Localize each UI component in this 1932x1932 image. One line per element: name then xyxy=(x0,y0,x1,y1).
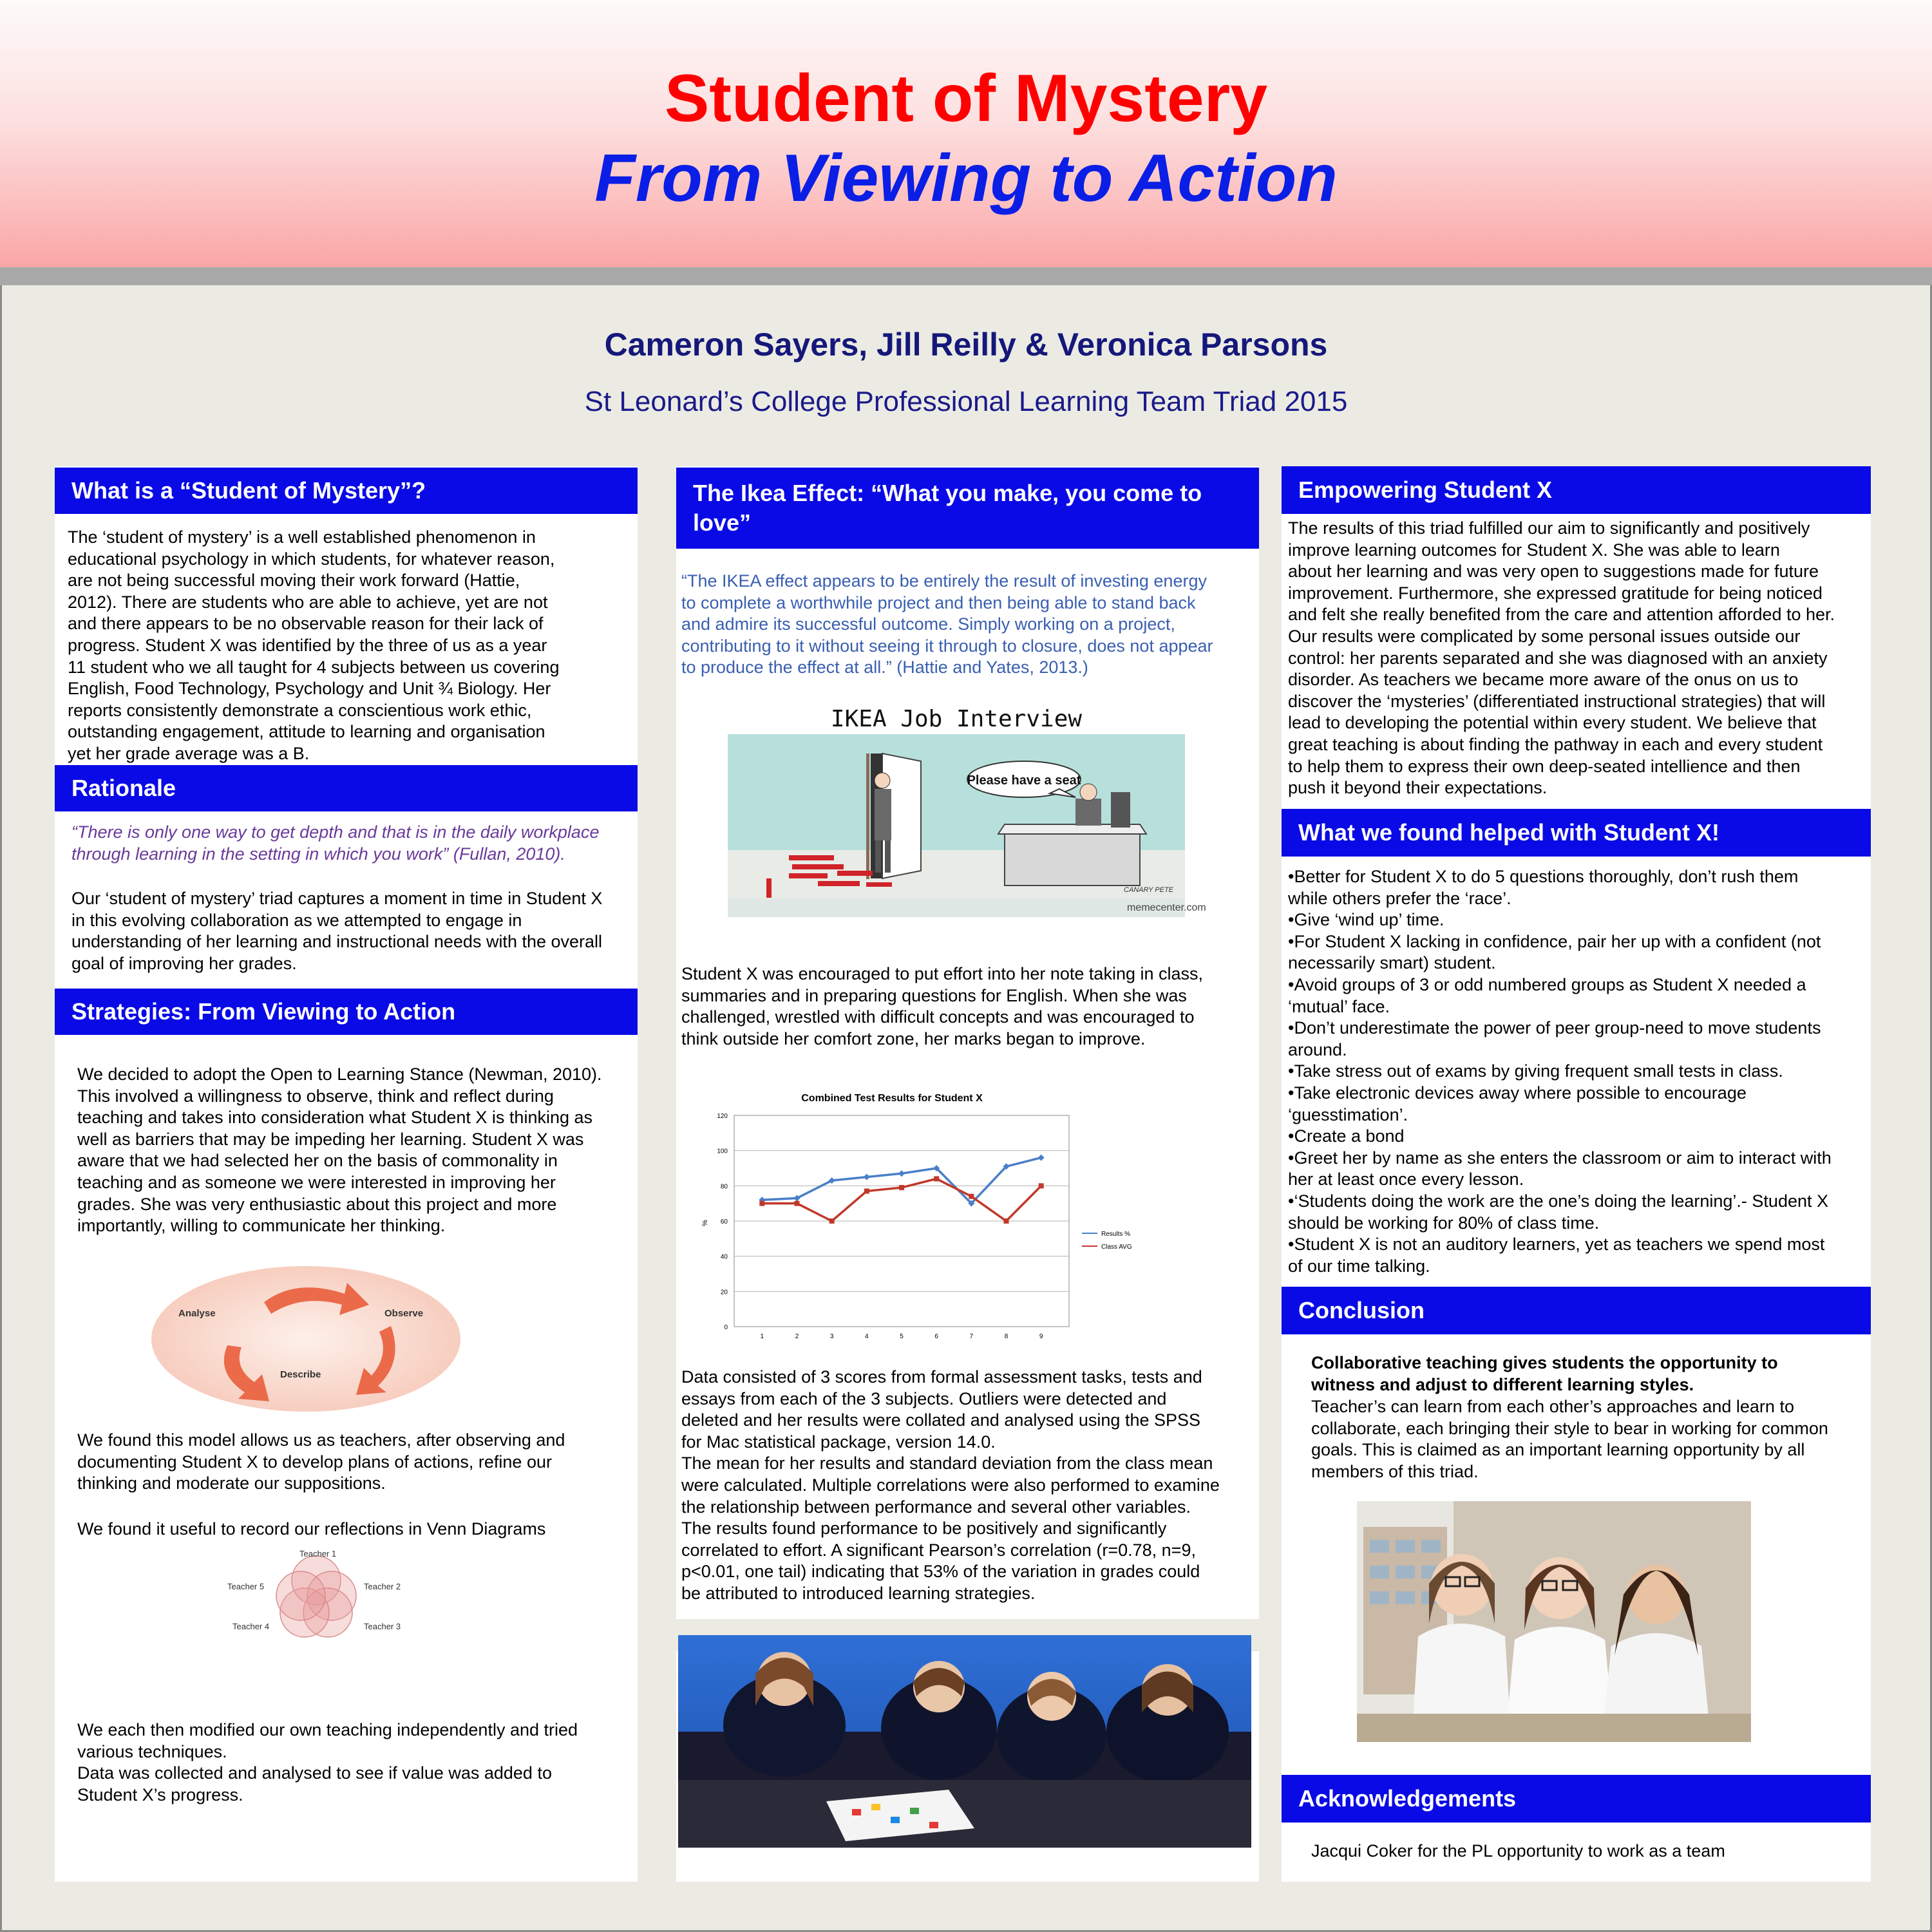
venn-label-teacher-2: Teacher 2 xyxy=(364,1582,401,1591)
list-item: her at least once every lesson. xyxy=(1288,1170,1524,1189)
interview-desk xyxy=(1005,834,1140,886)
text-line: We each then modified our own teaching independently and tried xyxy=(77,1720,578,1739)
text-line: understanding of her learning and instructional needs with the overall xyxy=(71,932,603,952)
chart-point xyxy=(1039,1183,1044,1188)
section-header-strategies: Strategies: From Viewing to Action xyxy=(55,989,638,1035)
list-item: •‘Students doing the work are the one’s doing the learning’.- Student X xyxy=(1288,1191,1829,1211)
text-line: push it beyond their expectations. xyxy=(1288,778,1548,798)
text-line: contributing to it without seeing it through to closure, does not appear xyxy=(681,636,1213,656)
students-lab-photo xyxy=(1357,1501,1751,1742)
interviewer-body xyxy=(1075,799,1101,826)
candidate-body xyxy=(875,789,891,840)
text-line: English, Food Technology, Psychology and Unit ¾ Biology. Her xyxy=(68,679,551,699)
chart-point xyxy=(759,1201,764,1206)
strategies-model-text xyxy=(77,1430,565,1495)
list-item: •Take electronic devices away where possible to encourage xyxy=(1288,1083,1747,1103)
column-right xyxy=(1282,466,1871,1882)
affiliation: St Leonard’s College Professional Learning Team Triad 2015 xyxy=(584,386,1348,417)
text-line: reports consistently demonstrate a conscientious work ethic, xyxy=(68,700,532,720)
text-line: Data consisted of 3 scores from formal assessment tasks, tests and xyxy=(681,1367,1202,1387)
chart-x-tick-label: 1 xyxy=(760,1333,764,1340)
text-line: to produce the effect at all.” (Hattie and Yates, 2013.) xyxy=(681,658,1088,677)
chart-x-tick-label: 3 xyxy=(829,1333,834,1340)
text-line: lead to developing the potential within every student. We believe that xyxy=(1288,713,1817,733)
list-item: of our time talking. xyxy=(1288,1256,1430,1276)
list-item: should be working for 80% of class time. xyxy=(1288,1213,1600,1233)
text-line: improvement. Furthermore, she expressed gratitude for being noticed xyxy=(1288,583,1823,603)
acknowledgements-text: Jacqui Coker for the PL opportunity to work as a team xyxy=(1311,1841,1725,1861)
chart-x-tick-label: 8 xyxy=(1004,1333,1009,1340)
chart-x-tick-label: 4 xyxy=(865,1333,869,1340)
text-line: 11 student who we all taught for 4 subjects between us covering xyxy=(68,657,560,677)
cartoon-title: IKEA Job Interview xyxy=(830,706,1083,732)
text-line: “There is only one way to get depth and that is in the daily workplace xyxy=(71,822,600,842)
text-line: control: her parents separated and she was diagnosed with an anxiety xyxy=(1288,648,1828,668)
text-line: The results found performance to be positively and significantly xyxy=(681,1519,1167,1539)
students-classroom-photo xyxy=(678,1635,1251,1848)
ikea-body-text xyxy=(681,963,1203,1050)
text-line: and admire its successful outcome. Simply working on a project, xyxy=(681,614,1175,634)
list-item: •Don’t underestimate the power of peer group-need to move students xyxy=(1288,1018,1821,1038)
list-item: •Avoid groups of 3 or odd numbered groups as Student X needed a xyxy=(1288,974,1806,994)
text-line: outstanding engagement, attitude to learning and organisation xyxy=(68,722,545,742)
list-item: ‘mutual’ face. xyxy=(1288,996,1390,1016)
list-item: necessarily smart) student. xyxy=(1288,953,1496,973)
text-line: the relationship between performance and several other variables. xyxy=(681,1497,1191,1517)
chart-point xyxy=(1004,1218,1009,1224)
banner-divider xyxy=(0,267,1932,285)
candidate-leg xyxy=(875,840,881,873)
chart-y-tick-label: 80 xyxy=(720,1183,728,1191)
authors: Cameron Sayers, Jill Reilly & Veronica Parsons xyxy=(604,327,1328,363)
section-body-strategies xyxy=(77,1064,602,1237)
column-middle xyxy=(676,466,1259,1882)
text-line: improve learning outcomes for Student X. She was able to learn xyxy=(1288,540,1780,560)
text-line: in this evolving collaboration as we attempted to engage in xyxy=(71,910,522,930)
text-line: through learning in the setting in which you work” (Fullan, 2010). xyxy=(71,844,565,864)
chart-x-tick-label: 5 xyxy=(900,1333,904,1340)
chart-y-tick-label: 100 xyxy=(717,1148,728,1155)
chart-point xyxy=(969,1194,974,1199)
text-line: 2012). There are students who are able to achieve, yet are not xyxy=(68,592,548,612)
header-line: The Ikea Effect: “What you make, you come to xyxy=(693,480,1202,506)
poster-title: Student of Mystery xyxy=(664,61,1268,136)
text-line: aware that we had selected her on the basis of commonality in xyxy=(77,1151,558,1171)
text-line: and there appears to be no observable reason for their lack of xyxy=(68,614,544,634)
cycle-diagram xyxy=(151,1265,460,1413)
chart-point xyxy=(899,1185,904,1190)
list-item: •Give ‘wind up’ time. xyxy=(1288,910,1444,930)
list-item: while others prefer the ‘race’. xyxy=(1288,888,1511,908)
text-line: The ‘student of mystery’ is a well established phenomenon in xyxy=(68,527,536,547)
venn-intro-text: We found it useful to record our reflections in Venn Diagrams xyxy=(77,1519,546,1539)
text-line: collaborate, each bringing their style to bear in working for common xyxy=(1311,1418,1828,1438)
list-item: around. xyxy=(1288,1039,1347,1059)
text-line: p<0.01, one tail) indicating that 53% of the variation in grades could xyxy=(681,1562,1200,1582)
text-line: were calculated. Multiple correlations were also performed to examine xyxy=(681,1475,1220,1495)
text-line: well as barriers that may be impeding her learning. Student X was xyxy=(77,1129,584,1149)
text-line: Student X was encouraged to put effort into her note taking in class, xyxy=(681,964,1204,983)
text-line: disorder. As teachers we became more aware of the onus on us to xyxy=(1288,670,1799,690)
section-body-conclusion xyxy=(1311,1396,1828,1482)
list-item: •Student X is not an auditory learners, yet as teachers we spend most xyxy=(1288,1235,1825,1255)
chart-x-tick-label: 6 xyxy=(934,1333,938,1340)
list-item: •For Student X lacking in confidence, pair her up with a confident (not xyxy=(1288,931,1821,951)
text-line: We decided to adopt the Open to Learning Stance (Newman, 2010). xyxy=(77,1065,602,1084)
text-line: The mean for her results and standard deviation from the class mean xyxy=(681,1454,1213,1473)
text-line: discover the ‘mysteries’ (differentiated instructional strategies) that will xyxy=(1288,691,1826,711)
strategies-closing-text xyxy=(77,1719,578,1806)
text-line: Our ‘student of mystery’ triad captures a moment in time in Student X xyxy=(71,889,603,908)
text-line: are not being successful moving their work forward (Hattie, xyxy=(68,571,520,591)
venn-label-teacher-5: Teacher 5 xyxy=(227,1582,265,1591)
chart-point xyxy=(864,1189,869,1194)
text-line: teaching and as someone we were interested in improving her xyxy=(77,1172,556,1192)
text-line: witness and adjust to different learning styles. xyxy=(1311,1374,1694,1394)
text-line: for Mac statistical package, version 14.0. xyxy=(681,1432,996,1452)
text-line: Teacher’s can learn from each other’s approaches and learn to xyxy=(1311,1397,1794,1416)
rationale-quote xyxy=(71,822,599,865)
text-line: grades. She was very enthusiastic about this project and more xyxy=(77,1194,557,1214)
text-line: great teaching is about finding the pathway in each and every student xyxy=(1288,734,1823,754)
title-banner xyxy=(0,0,1932,267)
text-line: The results of this triad fulfilled our aim to significantly and positively xyxy=(1288,518,1810,538)
speech-bubble-text: Please have a seat xyxy=(967,773,1081,788)
text-line: goals. This is claimed as an important learning opportunity by all xyxy=(1311,1440,1805,1460)
text-line: Student X’s progress. xyxy=(77,1785,243,1804)
section-header-rationale: Rationale xyxy=(55,765,638,811)
venn-label-teacher-1: Teacher 1 xyxy=(299,1549,337,1558)
chart-point xyxy=(829,1218,835,1224)
chart-point xyxy=(934,1176,939,1181)
header-line: love” xyxy=(693,509,752,536)
text-line: documenting Student X to develop plans of actions, refine our xyxy=(77,1452,552,1472)
cartoon-signature: CANARY PETE xyxy=(1124,886,1174,894)
cycle-label-analyse: Analyse xyxy=(178,1308,216,1319)
ikea-quote xyxy=(681,571,1213,679)
cycle-label-observe: Observe xyxy=(384,1308,424,1319)
list-item: •Better for Student X to do 5 questions thoroughly, don’t rush them xyxy=(1288,867,1799,886)
interviewer-chair xyxy=(1111,792,1130,828)
section-header-student-of-mystery: What is a “Student of Mystery”? xyxy=(55,468,638,514)
chart-y-tick-label: 20 xyxy=(720,1289,728,1296)
chart-point xyxy=(795,1201,800,1206)
section-header-what-helped: What we found helped with Student X! xyxy=(1282,809,1871,857)
text-line: educational psychology in which students, for whatever reason, xyxy=(68,549,555,569)
list-item: •Take stress out of exams by giving frequent small tests in class. xyxy=(1288,1061,1783,1081)
door-frame xyxy=(866,753,869,879)
section-header-acknowledgements: Acknowledgements xyxy=(1282,1775,1871,1823)
venn-circle-teacher-5 xyxy=(276,1571,325,1620)
text-line: challenged, wrestled with difficult concepts and was encouraged to xyxy=(681,1007,1195,1027)
chart-y-tick-label: 0 xyxy=(724,1324,728,1331)
text-line: and felt she really benefited from the care and attention afforded to her. xyxy=(1288,605,1835,625)
ikea-cartoon xyxy=(728,702,1206,917)
text-line: Our results were complicated by some personal issues outside our xyxy=(1288,626,1801,646)
lab-bench xyxy=(1357,1714,1751,1742)
chart-x-tick-label: 7 xyxy=(969,1333,974,1340)
text-line: importantly, willing to communicate her thinking. xyxy=(77,1216,446,1236)
text-line: to complete a worthwhile project and then being able to stand back xyxy=(681,592,1196,612)
chart-legend-label: Results % xyxy=(1101,1231,1131,1238)
column-left xyxy=(55,466,638,1882)
text-line: teaching and takes into consideration what Student X is thinking as xyxy=(77,1108,593,1128)
chart-y-tick-label: 120 xyxy=(717,1113,728,1120)
text-line: deleted and her results were collated and analysed using the SPSS xyxy=(681,1410,1201,1430)
text-line: be attributed to introduced learning strategies. xyxy=(681,1583,1036,1603)
text-line: progress. Student X was identified by the three of us as a year xyxy=(68,635,547,655)
text-line: summaries and in preparing questions for English. When she was xyxy=(681,985,1187,1005)
conclusion-highlight xyxy=(1311,1352,1778,1396)
poster-subtitle: From Viewing to Action xyxy=(594,141,1338,216)
section-header-conclusion: Conclusion xyxy=(1282,1287,1871,1334)
text-line: members of this triad. xyxy=(1311,1461,1479,1481)
text-line: about her learning and was very open to suggestions made for future xyxy=(1288,562,1819,582)
chart-y-axis-label: % xyxy=(701,1220,709,1226)
text-line: Data was collected and analysed to see if value was added to xyxy=(77,1763,552,1783)
section-body-student-of-mystery xyxy=(68,527,559,765)
chart-title: Combined Test Results for Student X xyxy=(801,1093,983,1104)
text-line: yet her grade average was a B. xyxy=(68,743,310,763)
interviewer-head xyxy=(1080,784,1097,800)
venn-diagram xyxy=(203,1549,435,1640)
venn-label-teacher-4: Teacher 4 xyxy=(232,1622,270,1631)
chart-x-tick-label: 9 xyxy=(1039,1333,1043,1340)
section-header-empowering: Empowering Student X xyxy=(1282,466,1871,514)
section-body-empowering xyxy=(1288,518,1835,799)
text-line: “The IKEA effect appears to be entirely the result of investing energy xyxy=(681,571,1207,591)
text-line: correlated to effort. A significant Pearson’s correlation (r=0.78, n=9, xyxy=(681,1540,1196,1560)
list-item: ‘guesstimation’. xyxy=(1288,1104,1408,1124)
text-line: Collaborative teaching gives students the opportunity to xyxy=(1311,1353,1778,1372)
cartoon-credit: memecenter.com xyxy=(1127,902,1206,913)
text-line: We found this model allows us as teachers, after observing and xyxy=(77,1430,565,1450)
section-header-ikea-effect xyxy=(676,468,1259,549)
list-item: •Greet her by name as she enters the classroom or aim to interact with xyxy=(1288,1148,1832,1168)
venn-label-teacher-3: Teacher 3 xyxy=(364,1622,401,1631)
results-line-chart xyxy=(696,1083,1198,1347)
candidate-leg xyxy=(885,840,891,873)
list-item: •Create a bond xyxy=(1288,1126,1405,1146)
text-line: goal of improving her grades. xyxy=(71,953,297,973)
text-line: thinking and moderate our suppositions. xyxy=(77,1473,386,1493)
text-line: to help them to express their own deep-seated intellience and then xyxy=(1288,756,1801,776)
chart-y-tick-label: 60 xyxy=(720,1218,728,1226)
chart-y-tick-label: 40 xyxy=(720,1253,728,1261)
text-line: essays from each of the 3 subjects. Outliers were detected and xyxy=(681,1388,1167,1408)
chart-x-tick-label: 2 xyxy=(795,1333,799,1340)
text-line: This involved a willingness to observe, think and reflect during xyxy=(77,1086,554,1106)
section-body-what-helped xyxy=(1288,866,1832,1277)
cycle-label-describe: Describe xyxy=(280,1369,321,1380)
section-body-rationale xyxy=(71,888,602,974)
text-line: various techniques. xyxy=(77,1741,227,1761)
candidate-head xyxy=(875,773,890,788)
data-analysis-text xyxy=(681,1367,1220,1605)
text-line: think outside her comfort zone, her marks began to improve. xyxy=(681,1028,1146,1048)
chart-legend-label: Class AVG xyxy=(1101,1244,1132,1251)
